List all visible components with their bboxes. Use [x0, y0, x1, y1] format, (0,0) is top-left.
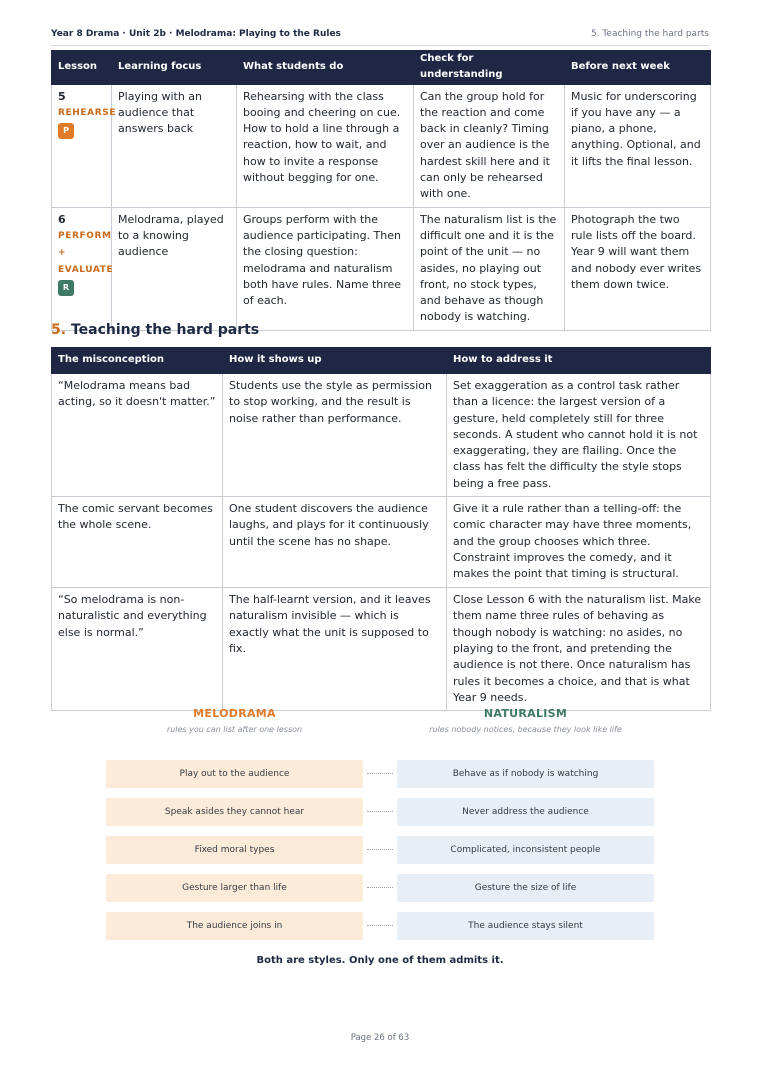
- naturalism-rule: Complicated, inconsistent people: [397, 836, 654, 864]
- naturalism-rule: Gesture the size of life: [397, 874, 654, 902]
- students-do-cell: Groups perform with the audience participating. Then the closing question: melodrama and naturalism both have rules. Name three of each.: [237, 207, 414, 330]
- shows-up-cell: Students use the style as permission to stop working, and the result is noise rather than performance.: [223, 374, 447, 497]
- lesson-stage-plus: +: [58, 247, 67, 258]
- check-understanding-cell: Can the group hold for the reaction and come back in cleanly? Timing over an audience is the hardest skill here and it can only be rehearsed with one.: [414, 84, 565, 207]
- col-header-how-to-address: How to address it: [447, 348, 711, 374]
- melodrama-column-subtitle: rules you can list after one lesson: [166, 725, 303, 734]
- melodrama-rule: Speak asides they cannot hear: [106, 798, 363, 826]
- col-header-before-next-week: Before next week: [565, 51, 711, 85]
- col-header-what-students-do: What students do: [237, 51, 414, 85]
- lesson-stage: REHEARSE: [58, 107, 117, 118]
- table-row: [52, 207, 711, 330]
- running-header: [51, 28, 709, 46]
- col-header-check-understanding: Check for understanding: [414, 51, 565, 85]
- learning-focus-cell: Playing with an audience that answers back: [112, 84, 237, 207]
- col-header-lesson: Lesson: [52, 51, 112, 85]
- misconception-cell: “So melodrama is non-naturalistic and everything else is normal.”: [52, 588, 223, 711]
- melodrama-column-title: MELODRAMA: [193, 707, 276, 720]
- col-header-learning-focus: Learning focus: [112, 51, 237, 85]
- table-row: [52, 84, 711, 207]
- naturalism-rule: Never address the audience: [397, 798, 654, 826]
- lesson-number: 5: [58, 89, 66, 103]
- naturalism-column-subtitle: rules nobody notices, because they look like life: [429, 725, 622, 734]
- header-unit-title: Year 8 Drama · Unit 2b · Melodrama: Playing to the Rules: [51, 29, 341, 39]
- misconception-cell: “Melodrama means bad acting, so it doesn't matter.”: [52, 374, 223, 497]
- lesson-plan-table: [51, 50, 711, 331]
- lesson-cell: [52, 207, 112, 330]
- lesson-number: 6: [58, 212, 66, 226]
- lesson-table-header-row: [52, 51, 711, 85]
- students-do-cell: Rehearsing with the class booing and cheering on cue. How to hold a line through a reaction, how to wait, and how to invite a response without begging for one.: [237, 84, 414, 207]
- address-cell: Set exaggeration as a control task rather than a licence: the largest version of a gesture, held completely still for three seconds. A student who cannot hold it is not exaggerating, they are flailing. Once the class has felt the difficulty the style stops being a free pass.: [447, 374, 711, 497]
- misconception-table: [51, 347, 711, 711]
- table-row: [52, 497, 711, 588]
- table-row: [52, 374, 711, 497]
- naturalism-column-title: NATURALISM: [483, 707, 568, 720]
- rule-connector: [367, 849, 393, 850]
- lesson-cell: [52, 84, 117, 207]
- section-heading: [51, 322, 259, 338]
- before-next-week-cell: Music for underscoring if you have any — a piano, a phone, anything. Optional, and it lifts the final lesson.: [565, 84, 711, 207]
- section-number: 5.: [51, 322, 67, 338]
- misconception-cell: The comic servant becomes the whole scene.: [52, 497, 223, 588]
- before-next-week-cell: Photograph the two rule lists off the board. Year 9 will want them and nobody ever writes them down twice.: [565, 207, 711, 330]
- page-number: Page 26 of 63: [350, 1033, 410, 1043]
- diagram-caption: Both are styles. Only one of them admits it.: [256, 955, 504, 966]
- table-row: [52, 588, 711, 711]
- shows-up-cell: The half-learnt version, and it leaves naturalism invisible — which is exactly what the unit is supposed to fix.: [223, 588, 447, 711]
- header-section-title: 5. Teaching the hard parts: [590, 29, 709, 39]
- col-header-misconception: The misconception: [52, 348, 223, 374]
- check-understanding-cell: The naturalism list is the difficult one and it is the point of the unit — no asides, no playing out front, no stock types, and behave as though nobody is watching.: [414, 207, 565, 330]
- address-cell: Give it a rule rather than a telling-off: the comic character may have three moments, and the group chooses which three. Constraint improves the comedy, and it makes the point that timing is structural.: [447, 497, 711, 588]
- col-header-how-it-shows-up: How it shows up: [223, 348, 447, 374]
- melodrama-rule: Play out to the audience: [106, 760, 363, 788]
- rule-connector: [367, 811, 393, 812]
- naturalism-rule: The audience stays silent: [397, 912, 654, 940]
- section-title: Teaching the hard parts: [70, 322, 260, 338]
- lesson-stage: EVALUATE: [58, 264, 114, 275]
- rule-connector: [367, 887, 393, 888]
- rule-connector: [367, 773, 393, 774]
- misconception-table-header-row: [52, 348, 711, 374]
- melodrama-rule: Gesture larger than life: [106, 874, 363, 902]
- lesson-stage: PERFORM: [58, 230, 112, 241]
- melodrama-rule: The audience joins in: [106, 912, 363, 940]
- naturalism-rule: Behave as if nobody is watching: [397, 760, 654, 788]
- shows-up-cell: One student discovers the audience laughs, and plays for it continuously until the scene has no shape.: [223, 497, 447, 588]
- address-cell: Close Lesson 6 with the naturalism list. Make them name three rules of behaving as though nobody is watching: no asides, no playing to the front, and pretending the audience is not there. Once naturalism has rules it becomes a choice, and that is what Year 9 needs.: [447, 588, 711, 711]
- rule-connector: [367, 925, 393, 926]
- learning-focus-cell: Melodrama, played to a knowing audience: [112, 207, 237, 330]
- lesson-badge: P: [58, 123, 74, 139]
- lesson-badge: R: [58, 280, 74, 296]
- melodrama-rule: Fixed moral types: [106, 836, 363, 864]
